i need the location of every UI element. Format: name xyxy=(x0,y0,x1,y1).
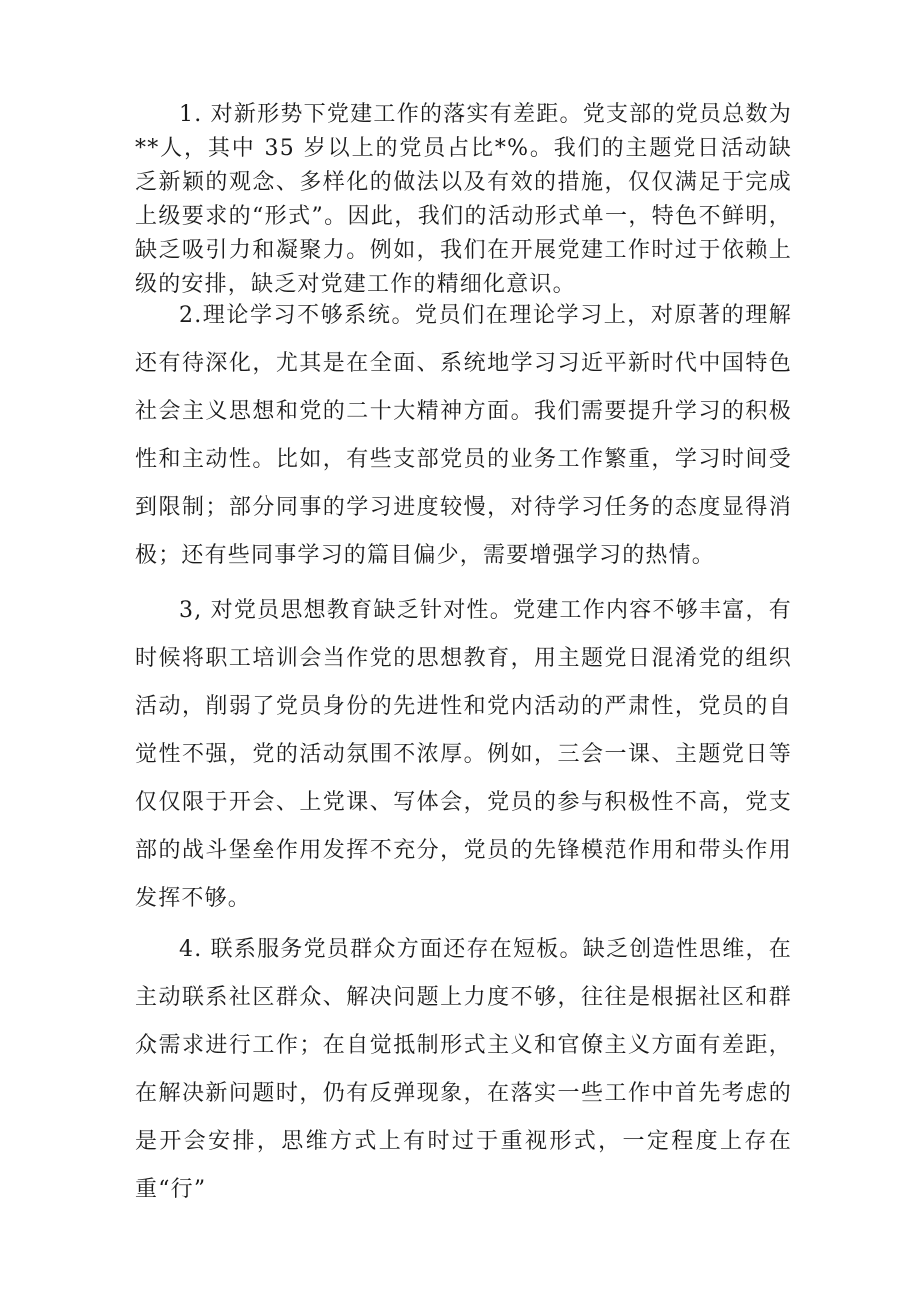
paragraph-4: 4. 联系服务党员群众方面还存在短板。缺乏创造性思维，在主动联系社区群众、解决问题上力度不够，往往是根据社区和群众需求进行工作；在自觉抵制形式主义和官僚主义方面有差距，在解决新问题时，仍有反弹现象，在落实一些工作中首先考虑的是开会安排，思维方式上有时过于重视形式，一定程度上存在重“行” xyxy=(135,937,792,1202)
paragraph-2: 2.理论学习不够系统。党员们在理论学习上，对原著的理解还有待深化，尤其是在全面、系统地学习习近平新时代中国特色社会主义思想和党的二十大精神方面。我们需要提升学习的积极性和主动性。比如，有些支部党员的业务工作繁重，学习时间受到限制；部分同事的学习进度较慢，对待学习任务的态度显得消极；还有些同事学习的篇目偏少，需要增强学习的热情。 xyxy=(135,303,792,568)
paragraph-1: 1. 对新形势下党建工作的落实有差距。党支部的党员总数为**人，其中 35 岁以上的党员占比*%。我们的主题党日活动缺乏新颖的观念、多样化的做法以及有效的措施，仅仅满足于完成上级要求的“形式”。因此，我们的活动形式单一，特色不鲜明，缺乏吸引力和凝聚力。例如，我们在开展党建工作时过于依赖上级的安排，缺乏对党建工作的精细化意识。 xyxy=(135,102,792,297)
paragraph-3: 3, 对党员思想教育缺乏针对性。党建工作内容不够丰富，有时候将职工培训会当作党的思想教育，用主题党日混淆党的组织活动，削弱了党员身份的先进性和党内活动的严肃性，党员的自觉性不强，党的活动氛围不浓厚。例如，三会一课、主题党日等仅仅限于开会、上党课、写体会，党员的参与积极性不高，党支部的战斗堡垒作用发挥不充分，党员的先锋模范作用和带头作用发挥不够。 xyxy=(135,598,792,911)
